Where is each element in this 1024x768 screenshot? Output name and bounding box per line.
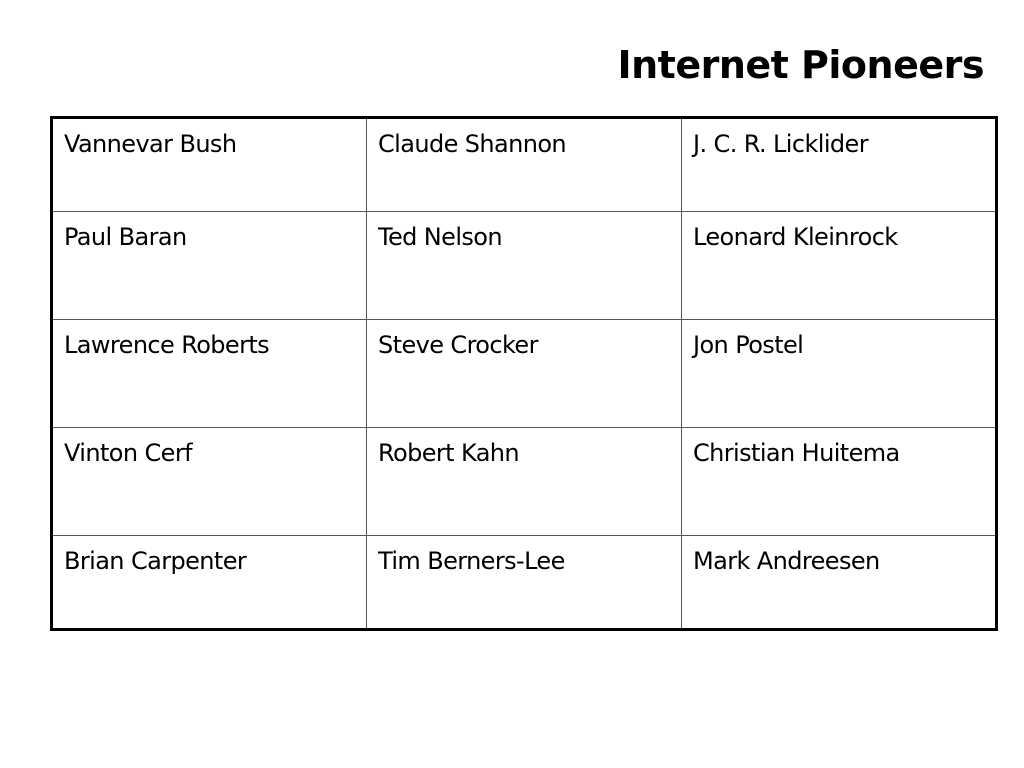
pioneers-table — [50, 116, 998, 631]
table-cell: Lawrence Roberts — [52, 320, 367, 428]
table-cell: Leonard Kleinrock — [682, 212, 997, 320]
table-cell: Vinton Cerf — [52, 428, 367, 536]
table-cell: Christian Huitema — [682, 428, 997, 536]
table-cell: J. C. R. Licklider — [682, 118, 997, 212]
table-row — [52, 320, 997, 428]
table-cell: Jon Postel — [682, 320, 997, 428]
table-cell: Steve Crocker — [367, 320, 682, 428]
table-cell: Vannevar Bush — [52, 118, 367, 212]
slide-title: Internet Pioneers — [617, 43, 984, 87]
table-cell: Brian Carpenter — [52, 536, 367, 630]
table-cell: Robert Kahn — [367, 428, 682, 536]
table-cell: Paul Baran — [52, 212, 367, 320]
table-cell: Mark Andreesen — [682, 536, 997, 630]
table-cell: Ted Nelson — [367, 212, 682, 320]
table-cell: Tim Berners-Lee — [367, 536, 682, 630]
table-row — [52, 428, 997, 536]
table-row — [52, 536, 997, 630]
table-row — [52, 212, 997, 320]
table-row — [52, 118, 997, 212]
table-cell: Claude Shannon — [367, 118, 682, 212]
